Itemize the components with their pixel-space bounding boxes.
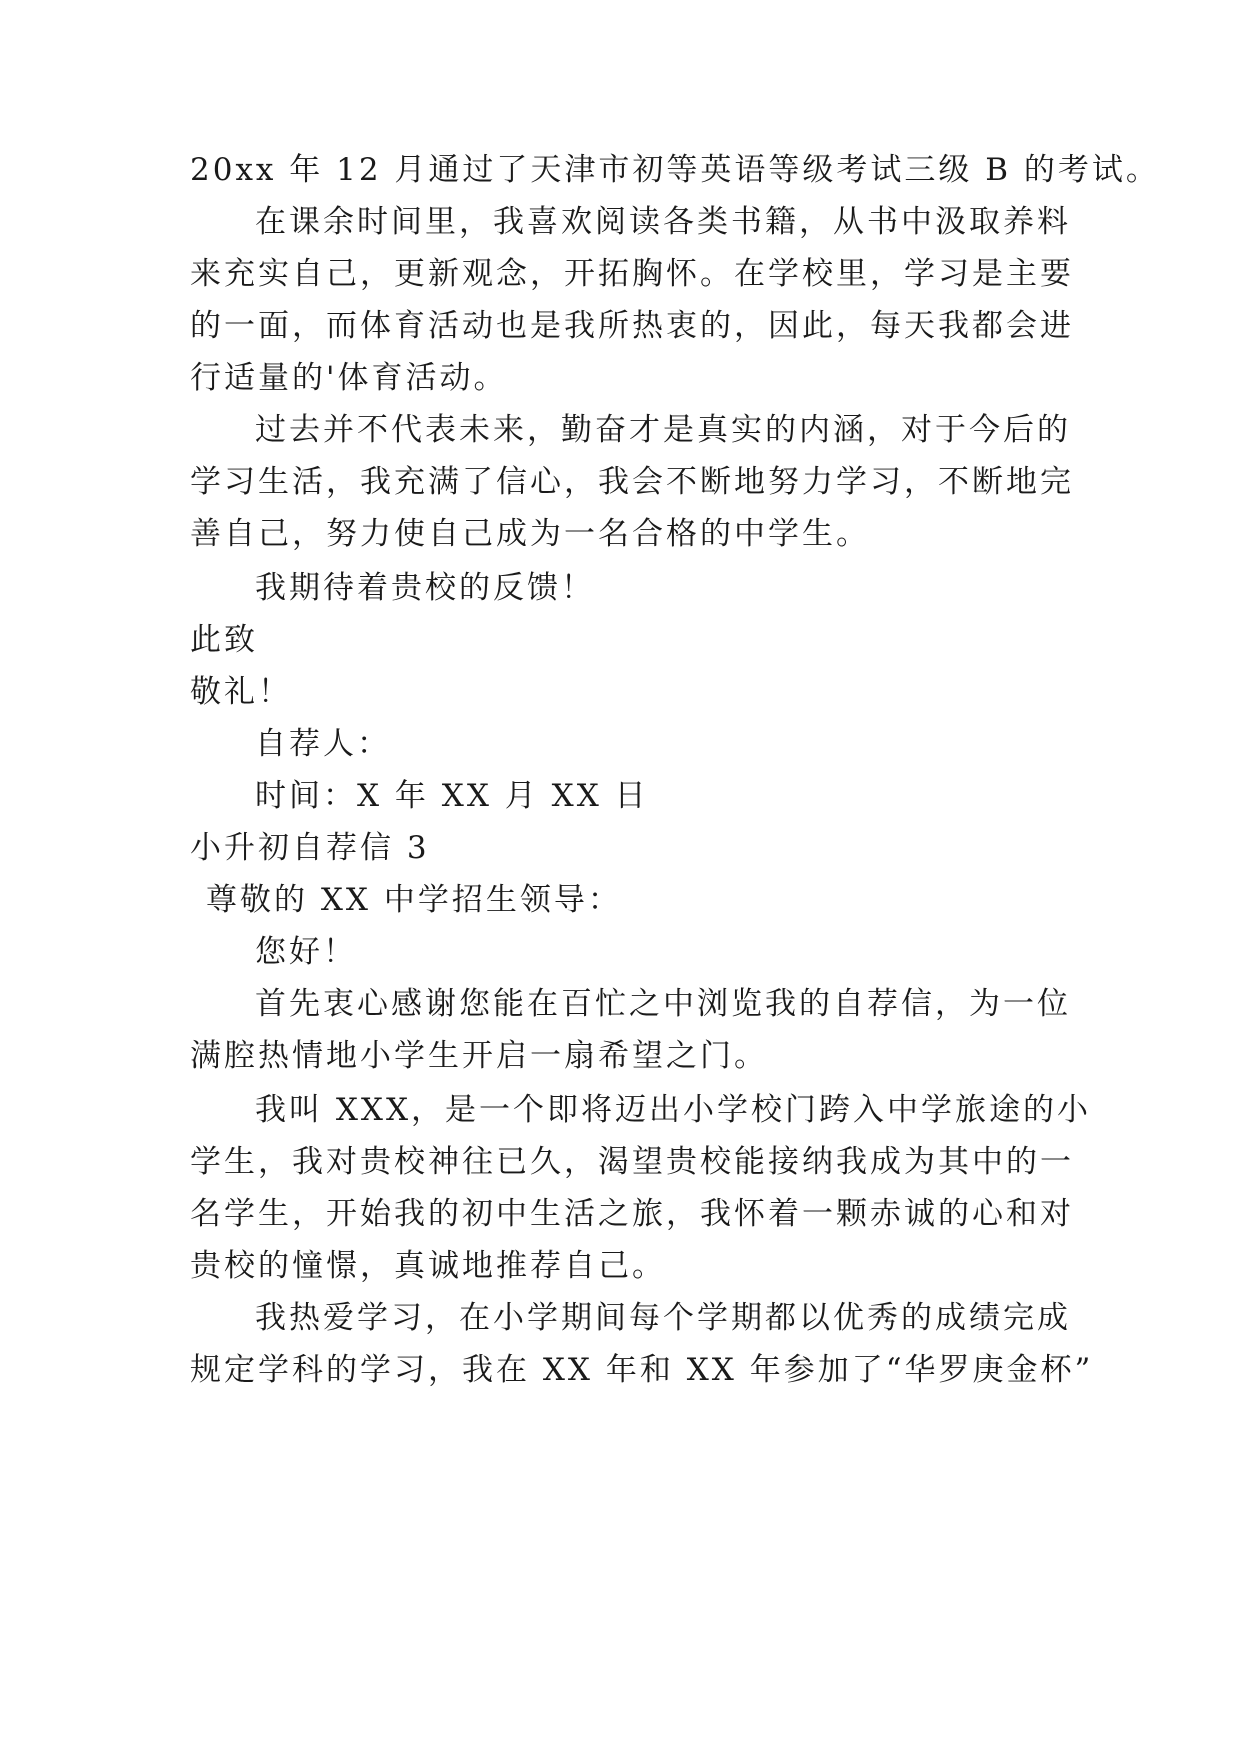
- paragraph-line: 的一面，而体育活动也是我所热衷的，因此，每天我都会进: [190, 308, 1074, 344]
- greeting-line: 您好！: [255, 934, 357, 970]
- paragraph-line: 我期待着贵校的反馈！: [255, 570, 595, 606]
- paragraph-line: 行适量的'体育活动。: [190, 360, 508, 396]
- paragraph-line: 过去并不代表未来，勤奋才是真实的内涵，对于今后的: [255, 412, 1071, 448]
- paragraph-line: 来充实自己，更新观念，开拓胸怀。在学校里，学习是主要: [190, 256, 1074, 292]
- paragraph-line: 学生，我对贵校神往已久，渴望贵校能接纳我成为其中的一: [190, 1144, 1074, 1180]
- paragraph-line: 善自己，努力使自己成为一名合格的中学生。: [190, 516, 870, 552]
- paragraph-line: 名学生，开始我的初中生活之旅，我怀着一颗赤诚的心和对: [190, 1196, 1074, 1232]
- date-line: 时间：X 年 XX 月 XX 日: [255, 778, 649, 814]
- paragraph-line: 学习生活，我充满了信心，我会不断地努力学习，不断地完: [190, 464, 1074, 500]
- paragraph-line: 我热爱学习，在小学期间每个学期都以优秀的成绩完成: [255, 1300, 1071, 1336]
- paragraph-line: 在课余时间里，我喜欢阅读各类书籍，从书中汲取养料: [255, 204, 1071, 240]
- paragraph-line: 贵校的憧憬，真诚地推荐自己。: [190, 1248, 666, 1284]
- closing-line: 敬礼！: [190, 674, 292, 710]
- salutation-line: 尊敬的 XX 中学招生领导：: [206, 882, 622, 918]
- paragraph-line: 规定学科的学习，我在 XX 年和 XX 年参加了“华罗庚金杯”: [190, 1352, 1094, 1388]
- signature-line: 自荐人：: [255, 726, 391, 762]
- paragraph-line: 20xx 年 12 月通过了天津市初等英语等级考试三级 B 的考试。: [190, 152, 1160, 188]
- section-title: 小升初自荐信 3: [190, 830, 430, 866]
- paragraph-line: 首先衷心感谢您能在百忙之中浏览我的自荐信，为一位: [255, 986, 1071, 1022]
- closing-line: 此致: [190, 622, 258, 658]
- paragraph-line: 满腔热情地小学生开启一扇希望之门。: [190, 1038, 768, 1074]
- paragraph-line: 我叫 XXX，是一个即将迈出小学校门跨入中学旅途的小: [255, 1092, 1092, 1128]
